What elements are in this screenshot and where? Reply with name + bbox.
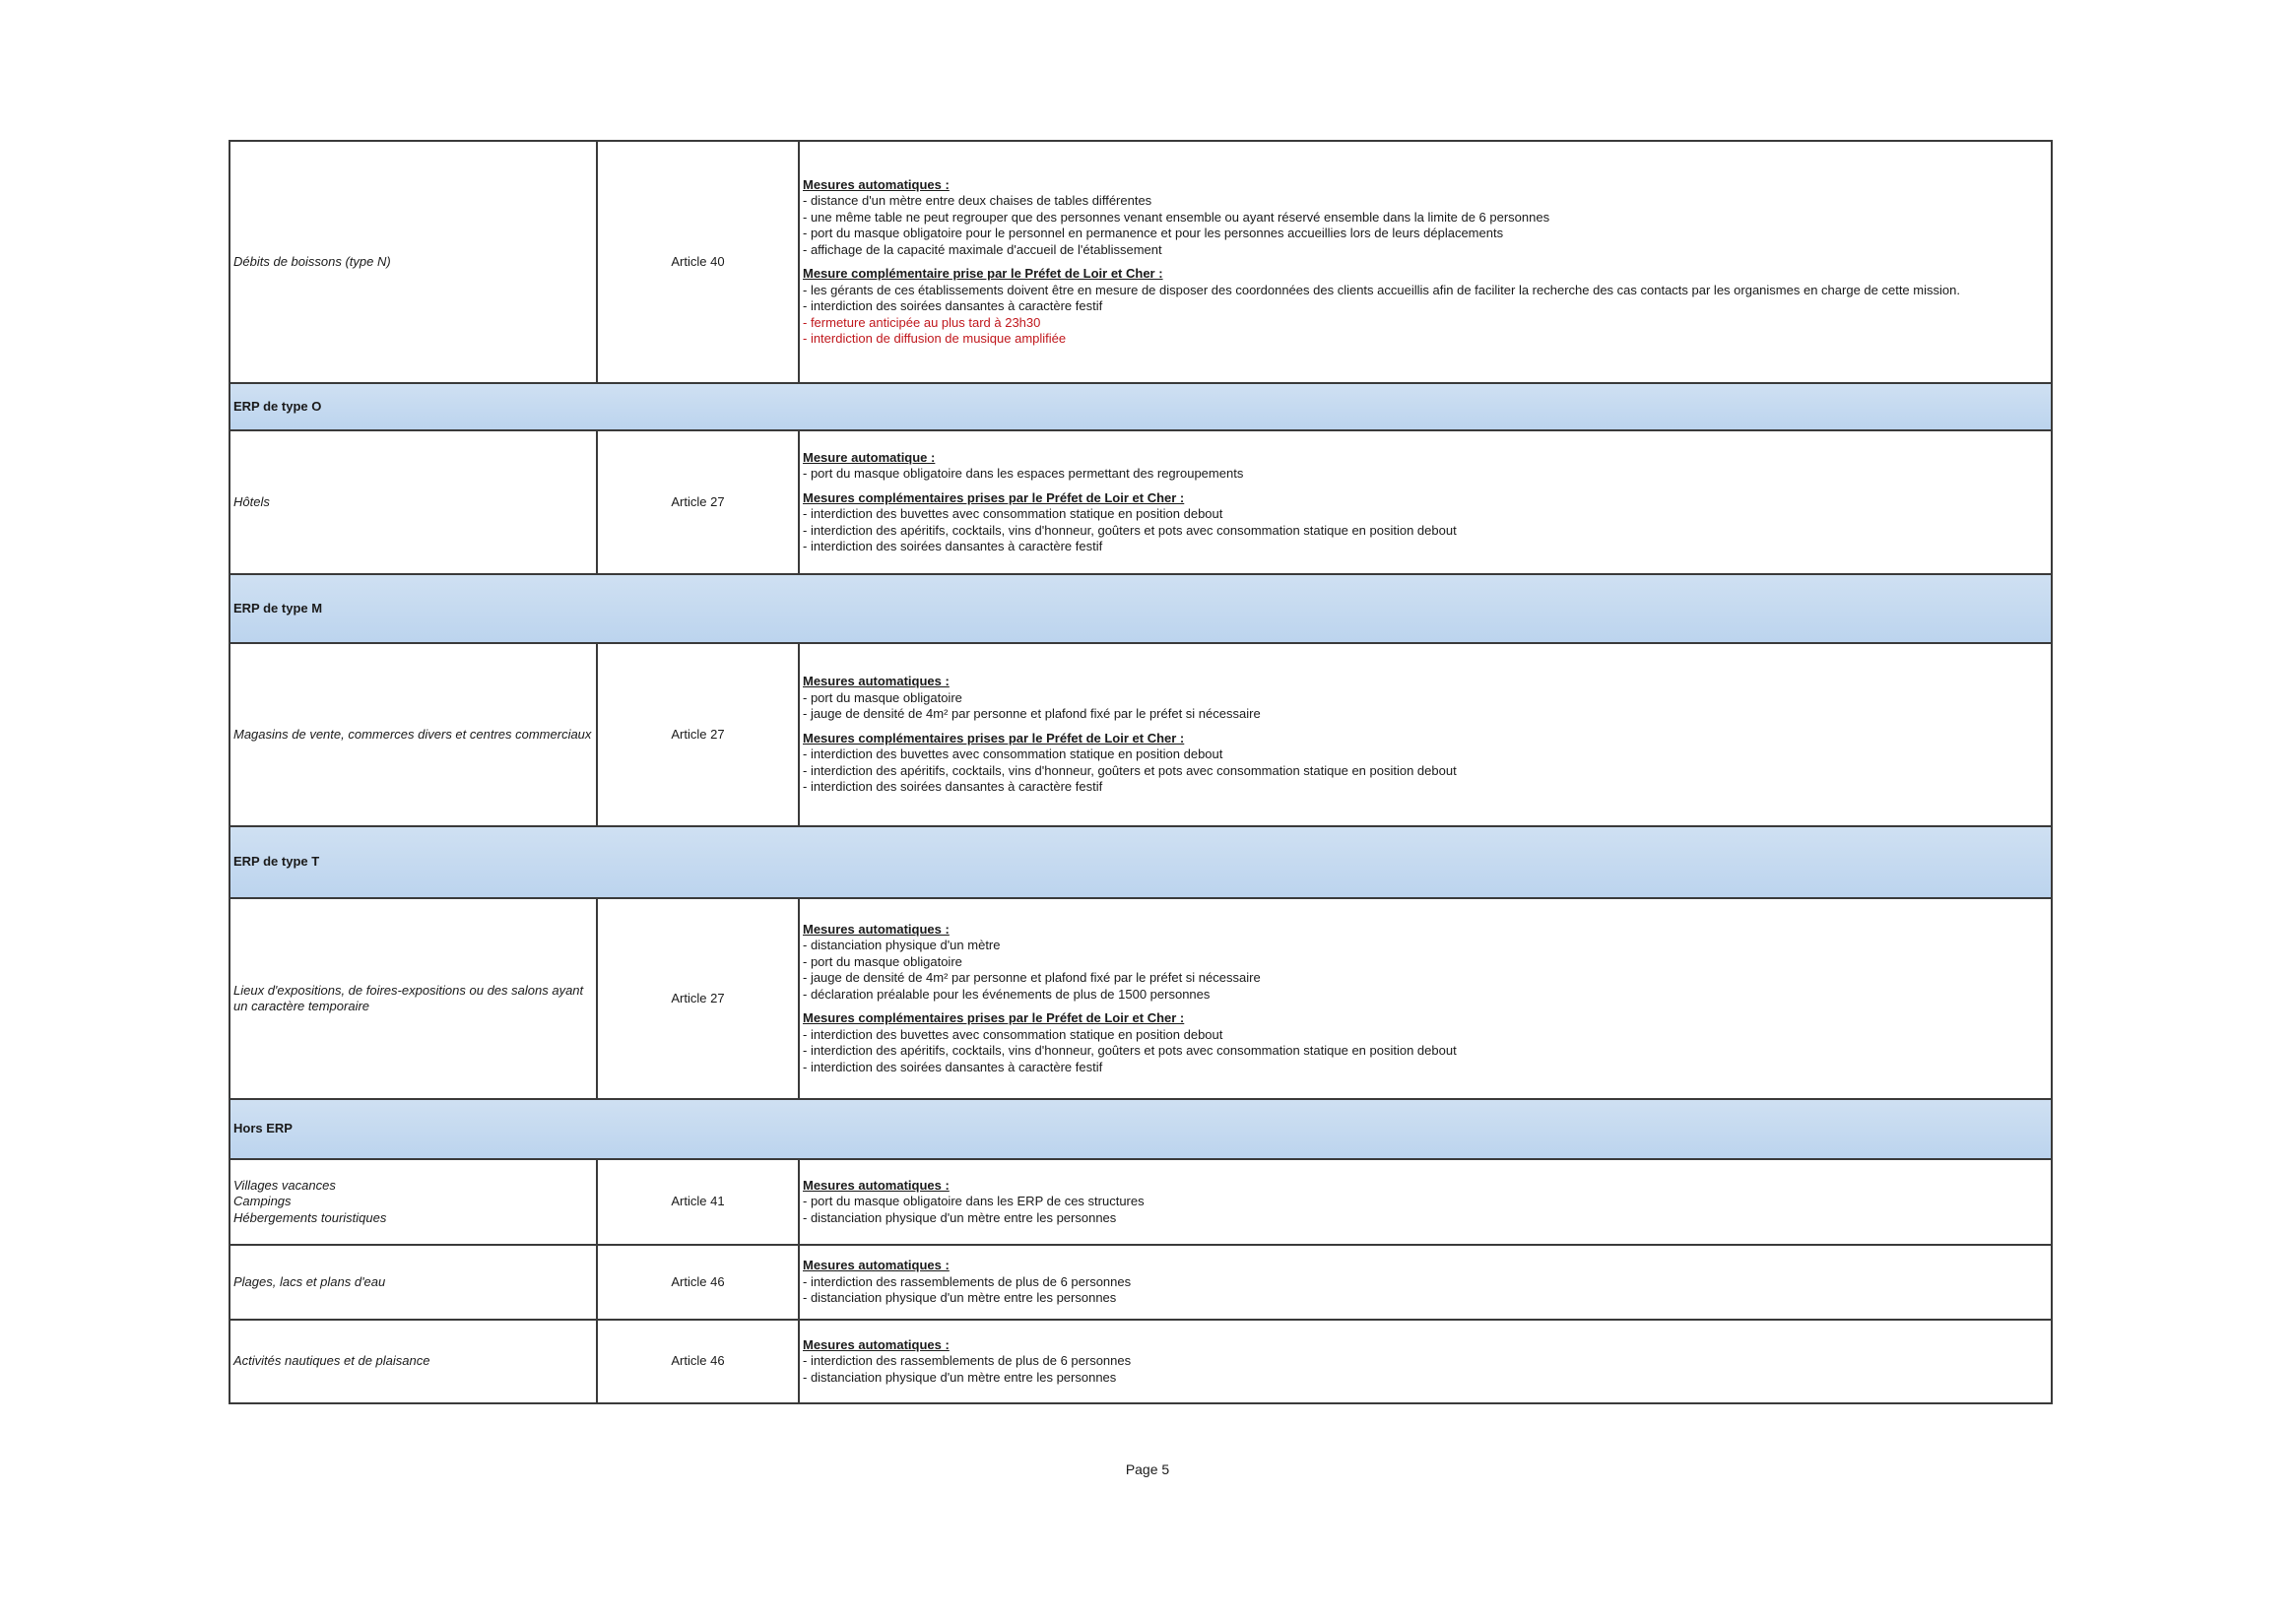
measures-cell	[799, 1159, 2052, 1245]
table-row	[230, 1159, 2052, 1245]
measure-line: - interdiction des soirées dansantes à caractère festif	[803, 298, 1103, 313]
measure-line: - distanciation physique d'un mètre	[803, 938, 1001, 953]
measures-heading: Mesures complémentaires prises par le Préfet de Loir et Cher :	[803, 489, 1185, 505]
measure-line: - port du masque obligatoire	[803, 953, 962, 969]
section-label: ERP de type O	[230, 383, 2052, 430]
group-spacer	[803, 483, 2048, 490]
measures-cell	[799, 430, 2052, 574]
article-cell: Article 40	[597, 141, 799, 383]
category-cell: Lieux d'expositions, de foires-expositions ou des salons ayant un caractère temporaire	[230, 898, 597, 1099]
table-row	[230, 643, 2052, 826]
table-row	[230, 1320, 2052, 1403]
measures-cell	[799, 1320, 2052, 1403]
table-row	[230, 141, 2052, 383]
measures-cell	[799, 1245, 2052, 1320]
article-cell: Article 46	[597, 1320, 799, 1403]
category-cell: Activités nautiques et de plaisance	[230, 1320, 597, 1403]
measure-line: - port du masque obligatoire dans les ERP de ces structures	[803, 1194, 1145, 1209]
measures-heading: Mesures automatiques :	[803, 1258, 950, 1273]
measure-line: - distanciation physique d'un mètre entre les personnes	[803, 1209, 1117, 1225]
measure-line: - port du masque obligatoire pour le personnel en permanence et pour les personnes accueillies lors de leurs déplacements	[803, 226, 1504, 240]
section-header-row	[230, 383, 2052, 430]
measure-line: - interdiction des apéritifs, cocktails, vins d'honneur, goûters et pots avec consommation statique en position debout	[803, 762, 1457, 778]
measure-line: - jauge de densité de 4m² par personne et plafond fixé par le préfet si nécessaire	[803, 970, 1261, 986]
measures-heading: Mesure automatique :	[803, 449, 936, 465]
group-spacer	[803, 258, 2048, 266]
measure-line-highlighted: - interdiction de diffusion de musique amplifiée	[803, 331, 1067, 346]
measures-heading: Mesures complémentaires prises par le Préfet de Loir et Cher :	[803, 1010, 1185, 1026]
table-row	[230, 430, 2052, 574]
measures-heading: Mesure complémentaire prise par le Préfet de Loir et Cher :	[803, 266, 1163, 281]
measure-line: - interdiction des buvettes avec consommation statique en position debout	[803, 746, 1223, 762]
measure-line: - interdiction des soirées dansantes à caractère festif	[803, 539, 1103, 553]
section-header-row	[230, 826, 2052, 898]
group-spacer	[803, 723, 2048, 731]
measures-heading: Mesures automatiques :	[803, 674, 950, 689]
measures-heading: Mesures automatiques :	[803, 1336, 950, 1352]
measure-line: - interdiction des rassemblements de plus de 6 personnes	[803, 1353, 1132, 1369]
measure-line: - déclaration préalable pour les événements de plus de 1500 personnes	[803, 986, 1211, 1002]
category-cell: Plages, lacs et plans d'eau	[230, 1245, 597, 1320]
measures-table-body	[230, 141, 2052, 1403]
category-line: Villages vacances	[233, 1177, 336, 1193]
article-cell: Article 27	[597, 898, 799, 1099]
measure-line: - distance d'un mètre entre deux chaises de tables différentes	[803, 193, 1152, 208]
measure-line: - interdiction des buvettes avec consommation statique en position debout	[803, 1026, 1223, 1042]
measure-line: - distanciation physique d'un mètre entre les personnes	[803, 1290, 1117, 1306]
section-label: ERP de type T	[230, 826, 2052, 898]
measure-line: - une même table ne peut regrouper que des personnes venant ensemble ou ayant réservé ensemble dans la limite de 6 personnes	[803, 209, 1550, 225]
measure-line: - interdiction des rassemblements de plus de 6 personnes	[803, 1273, 1132, 1289]
measures-cell	[799, 141, 2052, 383]
measures-heading: Mesures complémentaires prises par le Préfet de Loir et Cher :	[803, 730, 1185, 746]
measure-line: - affichage de la capacité maximale d'accueil de l'établissement	[803, 241, 1162, 257]
article-cell: Article 27	[597, 430, 799, 574]
measure-line: - port du masque obligatoire	[803, 689, 962, 705]
group-spacer	[803, 1003, 2048, 1010]
category-cell: Débits de boissons (type N)	[230, 141, 597, 383]
category-cell	[230, 1159, 597, 1245]
article-cell: Article 41	[597, 1159, 799, 1245]
category-cell: Hôtels	[230, 430, 597, 574]
measure-line: - interdiction des apéritifs, cocktails, vins d'honneur, goûters et pots avec consommation statique en position debout	[803, 522, 1457, 538]
measure-line: - interdiction des apéritifs, cocktails, vins d'honneur, goûters et pots avec consommation statique en position debout	[803, 1043, 1457, 1059]
measure-line: - interdiction des soirées dansantes à caractère festif	[803, 1059, 1103, 1074]
measure-line: - les gérants de ces établissements doivent être en mesure de disposer des coordonnées des clients accueillis afin de faciliter la recherche des cas contacts par les organismes en charge de cette mission.	[803, 282, 1960, 297]
measures-cell	[799, 898, 2052, 1099]
measure-line-highlighted: - fermeture anticipée au plus tard à 23h30	[803, 314, 1041, 330]
measures-heading: Mesures automatiques :	[803, 921, 950, 937]
table-row	[230, 898, 2052, 1099]
measures-heading: Mesures automatiques :	[803, 1177, 950, 1193]
category-cell: Magasins de vente, commerces divers et centres commerciaux	[230, 643, 597, 826]
measure-line: - interdiction des buvettes avec consommation statique en position debout	[803, 506, 1223, 521]
measures-table	[229, 140, 2053, 1404]
category-line: Campings	[233, 1194, 292, 1209]
section-label: ERP de type M	[230, 574, 2052, 643]
section-header-row	[230, 1099, 2052, 1159]
article-cell: Article 27	[597, 643, 799, 826]
measure-line: - jauge de densité de 4m² par personne et plafond fixé par le préfet si nécessaire	[803, 706, 1261, 722]
measures-cell	[799, 643, 2052, 826]
measure-line: - distanciation physique d'un mètre entre les personnes	[803, 1369, 1117, 1385]
measure-line: - port du masque obligatoire dans les espaces permettant des regroupements	[803, 466, 1244, 481]
article-cell: Article 46	[597, 1245, 799, 1320]
measures-heading: Mesures automatiques :	[803, 176, 950, 192]
measure-line: - interdiction des soirées dansantes à caractère festif	[803, 779, 1103, 795]
section-label: Hors ERP	[230, 1099, 2052, 1159]
table-row	[230, 1245, 2052, 1320]
page-number: Page 5	[1125, 1461, 1170, 1477]
section-header-row	[230, 574, 2052, 643]
category-line: Hébergements touristiques	[233, 1209, 387, 1225]
